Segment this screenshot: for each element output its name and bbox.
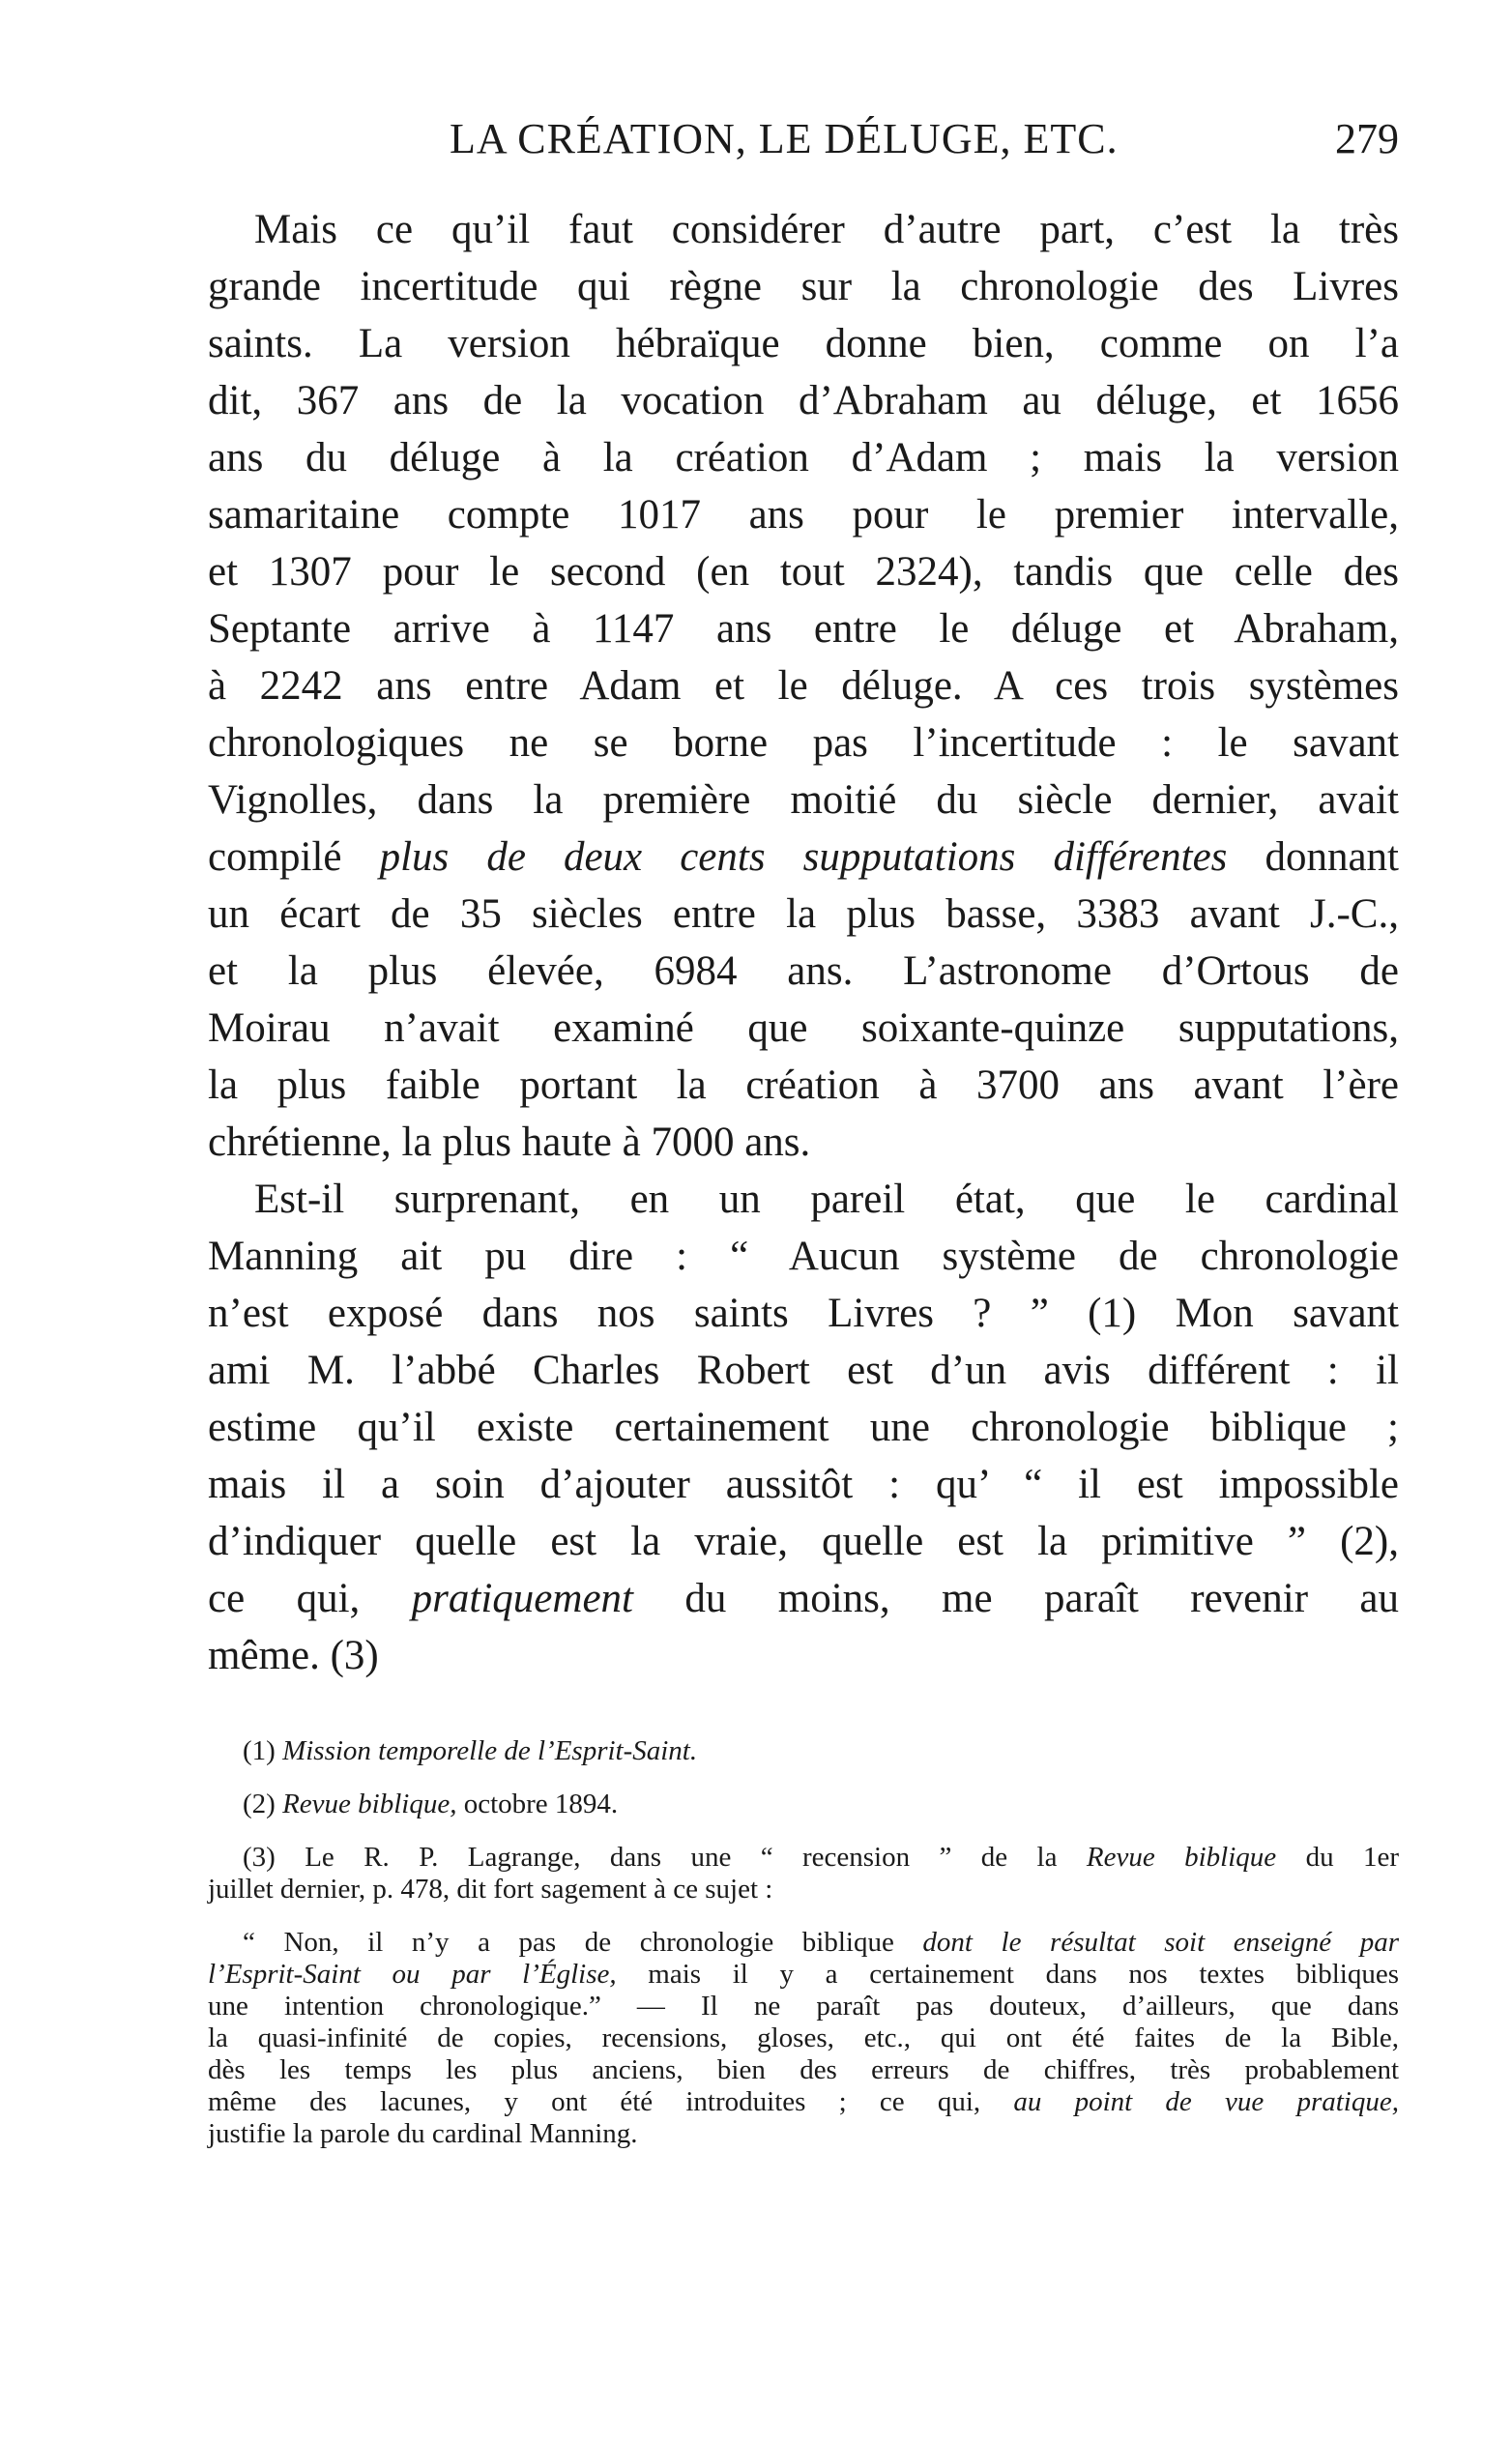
text-line xyxy=(208,771,1399,829)
text-segment: octobre 1894. xyxy=(456,1789,619,1819)
page-header xyxy=(208,114,1399,172)
text-segment: chrétienne, la plus haute à 7000 ans. xyxy=(208,1120,811,1165)
text-line xyxy=(208,372,1399,429)
text-segment: Septante arrive à 1147 ans entre le déluge et Abraham, xyxy=(208,606,1399,652)
text-line xyxy=(208,886,1399,943)
italic-text: dont le résultat soit enseigné par xyxy=(922,1927,1400,1958)
text-line xyxy=(208,600,1399,657)
footnote-line xyxy=(208,1735,1399,1767)
text-line xyxy=(208,486,1399,543)
text-line xyxy=(208,943,1399,1000)
text-segment: justifie la parole du cardinal Manning. xyxy=(208,2118,638,2149)
text-line xyxy=(208,1285,1399,1342)
text-line xyxy=(208,1057,1399,1114)
text-segment: (2) xyxy=(243,1789,283,1819)
footnote-quote xyxy=(208,1927,1399,2150)
footnote xyxy=(208,1842,1399,1906)
text-segment: dès les temps les plus anciens, bien des erreurs de chiffres, très probablement xyxy=(208,2054,1399,2085)
page-number: 279 xyxy=(1335,115,1399,162)
footnote-line xyxy=(208,2022,1399,2054)
text-segment: du moins, me paraît revenir au xyxy=(632,1576,1399,1621)
italic-text: l’Esprit-Saint ou par l’Église, xyxy=(208,1959,617,1990)
text-line xyxy=(208,657,1399,714)
text-segment: même des lacunes, y ont été introduites ; ce qui, xyxy=(208,2086,1014,2117)
text-line xyxy=(208,829,1399,886)
text-line xyxy=(208,543,1399,600)
text-line xyxy=(208,1228,1399,1285)
text-line xyxy=(208,429,1399,486)
text-segment: dit, 367 ans de la vocation d’Abraham au déluge, et 1656 xyxy=(208,378,1399,423)
text-segment: une intention chronologique.” — Il ne paraît pas douteux, d’ailleurs, que dans xyxy=(208,1991,1399,2022)
text-segment: grande incertitude qui règne sur la chronologie des Livres xyxy=(208,264,1399,309)
italic-text: au point de vue pratique, xyxy=(1013,2086,1399,2117)
text-segment: chronologiques ne se borne pas l’incertitude : le savant xyxy=(208,720,1399,766)
text-line xyxy=(208,1114,1399,1171)
text-segment: compilé xyxy=(208,834,380,880)
italic-text: plus de deux cents supputations différentes xyxy=(379,834,1228,880)
italic-text: Mission temporelle de l’Esprit-Saint. xyxy=(282,1735,698,1766)
text-segment: ans du déluge à la création d’Adam ; mais la version xyxy=(208,435,1399,480)
text-segment: Mais ce qu’il faut considérer d’autre part, c’est la très xyxy=(254,207,1399,252)
text-segment: la plus faible portant la création à 3700 ans avant l’ère xyxy=(208,1062,1399,1108)
text-segment: mais il a soin d’ajouter aussitôt : qu’ “ il est impossible xyxy=(208,1462,1399,1507)
text-segment: ce qui, xyxy=(208,1576,412,1621)
footnote xyxy=(208,1789,1399,1820)
footnotes xyxy=(208,1735,1399,2171)
text-segment: un écart de 35 siècles entre la plus basse, 3383 avant J.-C., xyxy=(208,891,1399,937)
text-segment: à 2242 ans entre Adam et le déluge. A ces trois systèmes xyxy=(208,663,1399,709)
footnote-line xyxy=(208,1874,1399,1906)
text-segment: estime qu’il existe certainement une chronologie biblique ; xyxy=(208,1405,1399,1450)
text-line xyxy=(208,1570,1399,1627)
text-line xyxy=(208,201,1399,258)
footnote-line xyxy=(208,2118,1399,2150)
text-segment: Vignolles, dans la première moitié du siècle dernier, avait xyxy=(208,777,1399,823)
running-title: LA CRÉATION, LE DÉLUGE, ETC. xyxy=(450,115,1119,162)
text-segment: donnant xyxy=(1227,834,1399,880)
text-line xyxy=(208,1342,1399,1399)
text-line xyxy=(208,258,1399,315)
text-line xyxy=(208,1456,1399,1513)
text-segment: (3) Le R. P. Lagrange, dans une “ recension ” de la xyxy=(243,1842,1087,1873)
footnote-line xyxy=(208,1842,1399,1874)
footnote-line xyxy=(208,1959,1399,1991)
text-segment: la quasi-infinité de copies, recensions, gloses, etc., qui ont été faites de la Bible, xyxy=(208,2022,1399,2053)
text-segment: et 1307 pour le second (en tout 2324), tandis que celle des xyxy=(208,549,1399,595)
text-line xyxy=(208,1171,1399,1228)
text-line xyxy=(208,714,1399,771)
text-segment: ami M. l’abbé Charles Robert est d’un avis différent : il xyxy=(208,1348,1399,1393)
footnote-line xyxy=(208,1789,1399,1820)
footnote xyxy=(208,1735,1399,1767)
main-text xyxy=(208,201,1399,1684)
text-segment: juillet dernier, p. 478, dit fort sagement à ce sujet : xyxy=(208,1874,773,1905)
text-segment: mais il y a certainement dans nos textes bibliques xyxy=(616,1959,1400,1990)
text-line xyxy=(208,1000,1399,1057)
text-line xyxy=(208,315,1399,372)
text-segment: saints. La version hébraïque donne bien, comme on l’a xyxy=(208,321,1399,366)
footnote-line xyxy=(208,2086,1399,2118)
text-segment: “ Non, il n’y a pas de chronologie biblique xyxy=(243,1927,923,1958)
footnote-line xyxy=(208,2054,1399,2086)
footnote-line xyxy=(208,1991,1399,2022)
text-segment: n’est exposé dans nos saints Livres ? ” (1) Mon savant xyxy=(208,1291,1399,1336)
text-line xyxy=(208,1513,1399,1570)
text-segment: (1) xyxy=(243,1735,283,1766)
italic-text: Revue biblique, xyxy=(282,1789,457,1819)
italic-text: pratiquement xyxy=(411,1576,633,1621)
text-segment: et la plus élevée, 6984 ans. L’astronome d’Ortous de xyxy=(208,948,1399,994)
text-line xyxy=(208,1399,1399,1456)
text-segment: même. (3) xyxy=(208,1633,379,1678)
italic-text: Revue biblique xyxy=(1086,1842,1277,1873)
text-segment: du 1er xyxy=(1276,1842,1400,1873)
text-segment: Manning ait pu dire : “ Aucun système de chronologie xyxy=(208,1234,1399,1279)
text-line xyxy=(208,1627,1399,1684)
footnote-line xyxy=(208,1927,1399,1959)
text-segment: Moirau n’avait examiné que soixante-quinze supputations, xyxy=(208,1005,1399,1051)
text-segment: d’indiquer quelle est la vraie, quelle est la primitive ” (2), xyxy=(208,1519,1399,1564)
text-segment: samaritaine compte 1017 ans pour le premier intervalle, xyxy=(208,492,1399,538)
text-segment: Est-il surprenant, en un pareil état, que le cardinal xyxy=(254,1177,1399,1222)
